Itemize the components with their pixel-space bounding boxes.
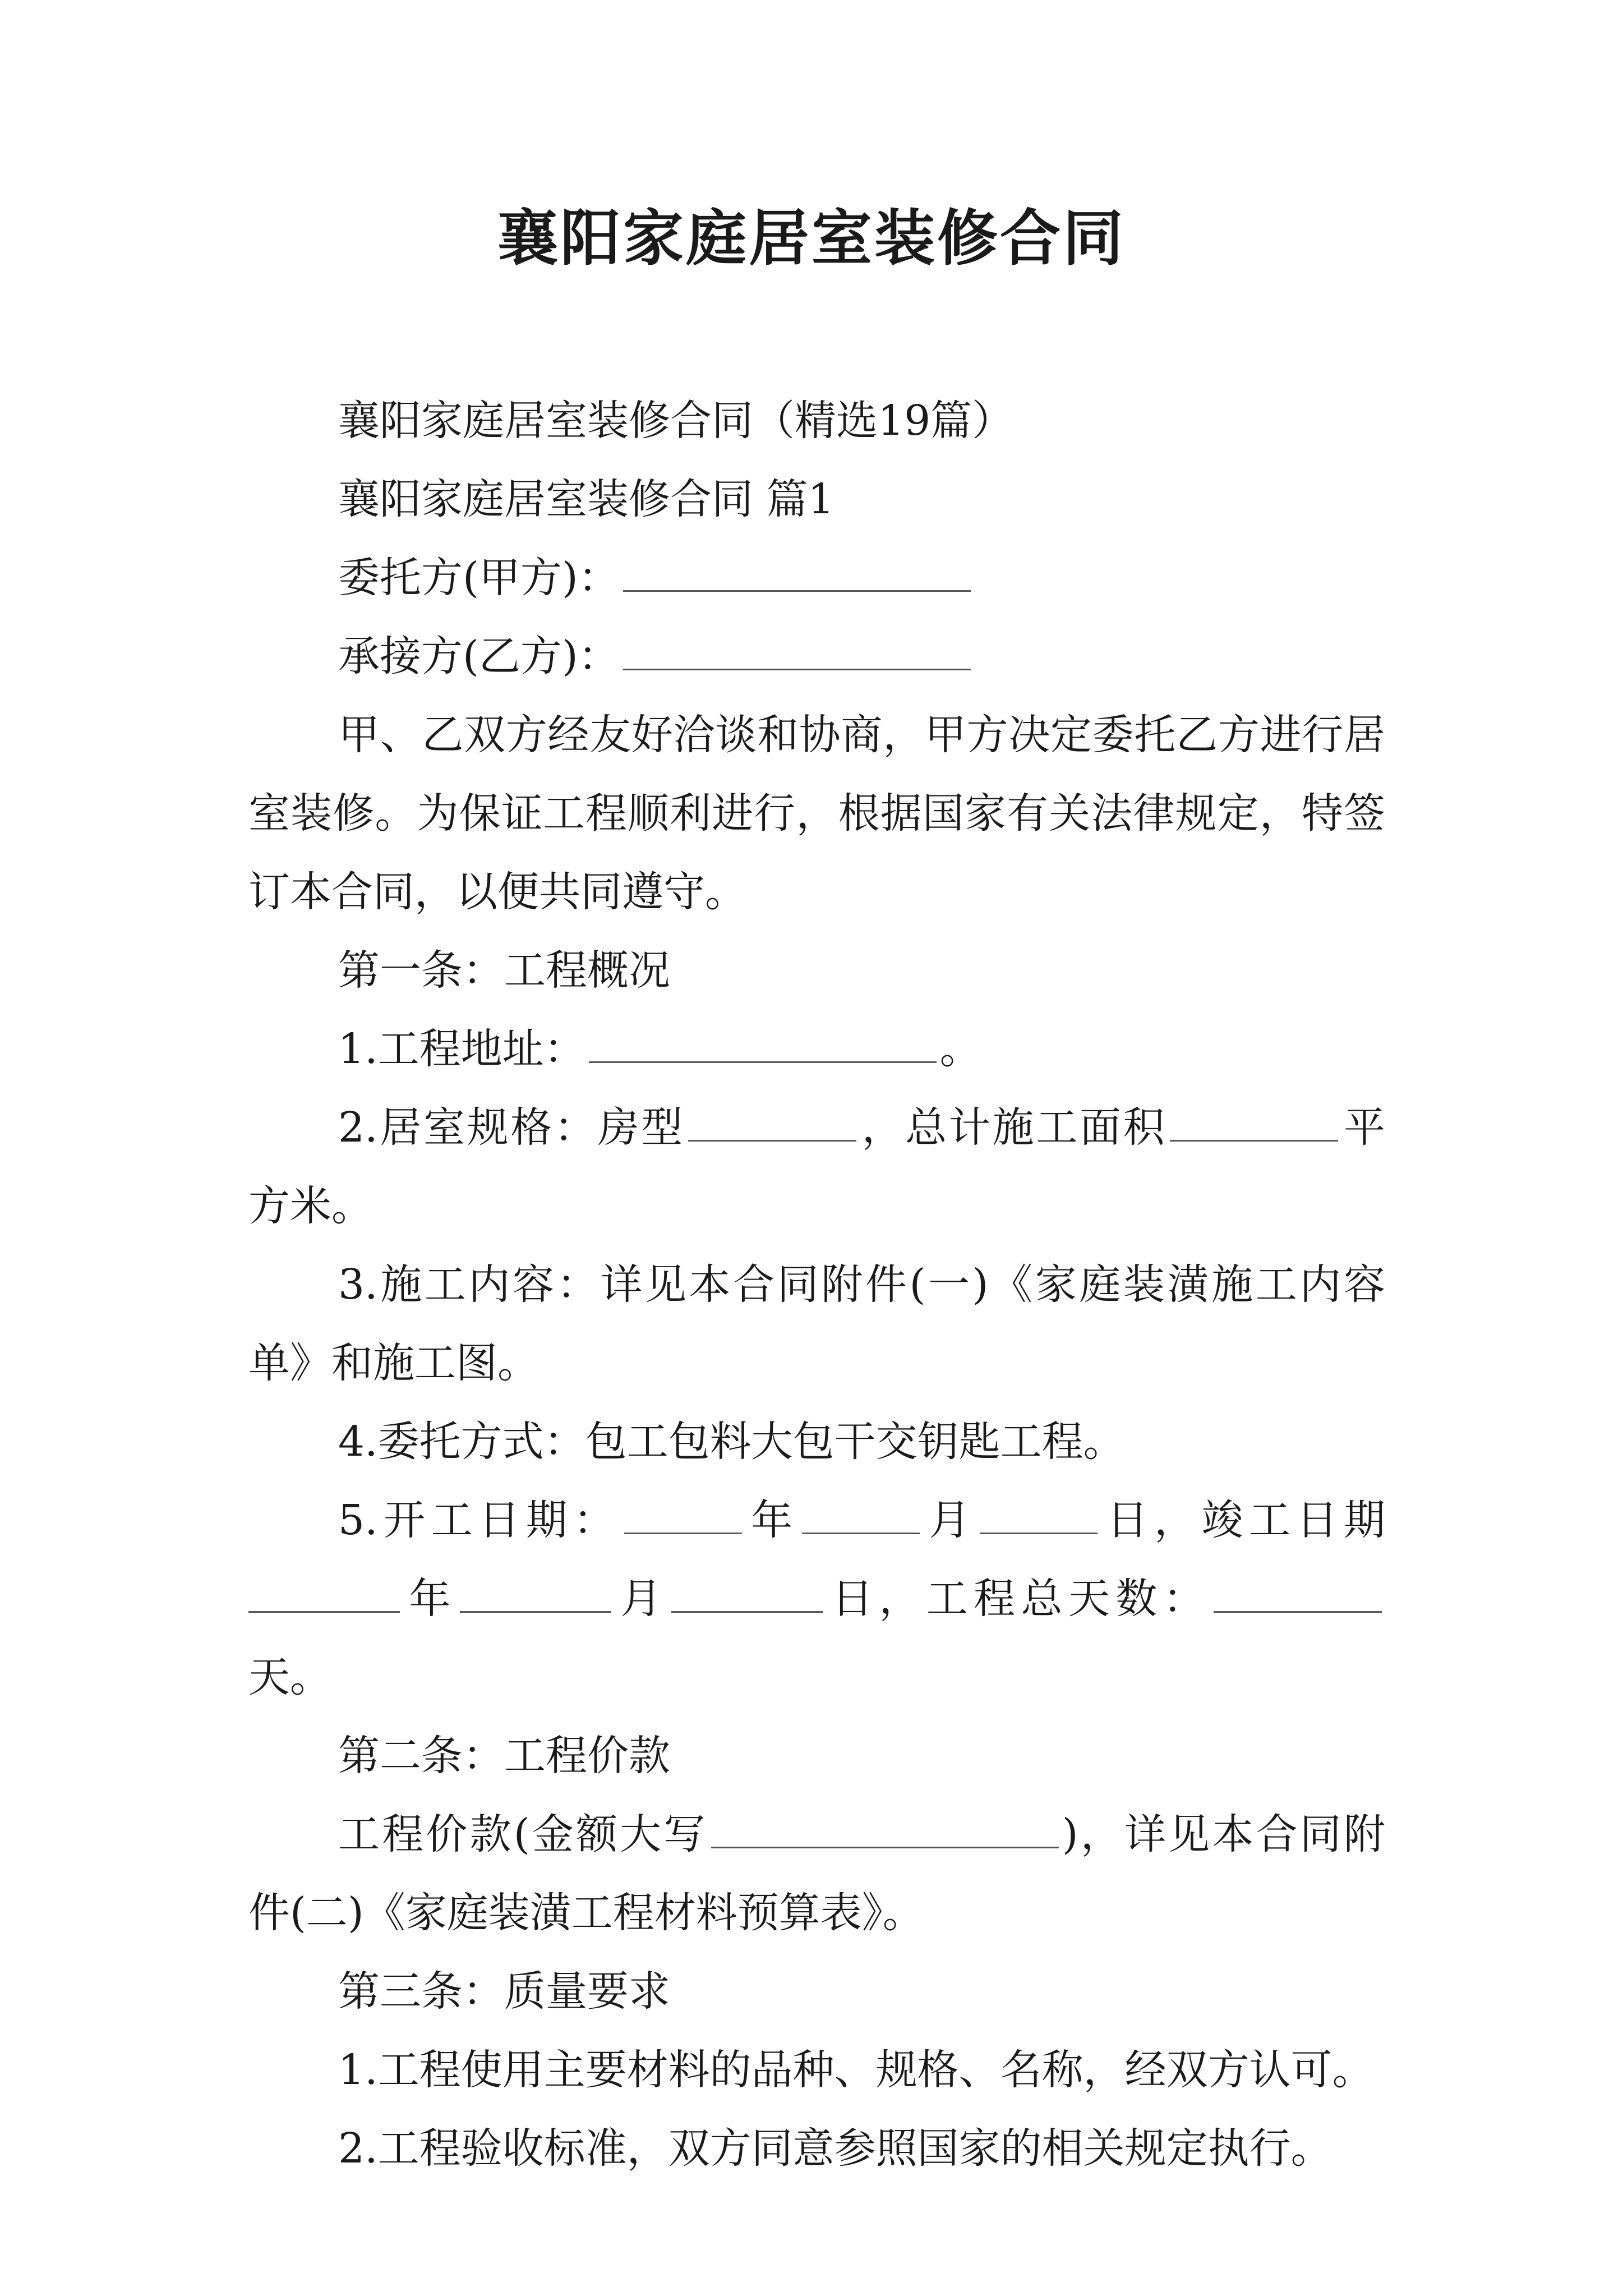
total-days-blank — [1214, 1570, 1382, 1613]
item3-content: 3.施工内容：详见本合同附件(一)《家庭装潢施工内容单》和施工图。 — [248, 1260, 1385, 1387]
item4-method: 4.委托方式：包工包料大包干交钥匙工程。 — [338, 1418, 1125, 1466]
end-day-blank — [671, 1570, 823, 1613]
article3-heading: 第三条：质量要求 — [338, 1967, 670, 2016]
start-day-label: 日 — [1100, 1496, 1154, 1544]
document-body — [248, 381, 1385, 2188]
item1-address — [248, 1010, 1385, 1088]
start-year-blank — [624, 1491, 742, 1534]
start-month-label: 月 — [923, 1496, 976, 1544]
item1-label: 1.工程地址： — [338, 1025, 585, 1073]
party-a-label: 委托方(甲方)： — [338, 554, 620, 602]
item5-day2: 日，工程总天数： — [826, 1575, 1211, 1623]
party-a-line — [248, 539, 1385, 617]
document-title: 襄阳家庭居室装修合同 — [497, 203, 1126, 274]
item1-end: 。 — [939, 1025, 981, 1073]
item5-dates — [248, 1481, 1385, 1559]
end-year-label: 年 — [403, 1575, 457, 1623]
area-blank — [1170, 1098, 1338, 1142]
section-heading: 襄阳家庭居室装修合同 篇1 — [338, 475, 834, 523]
address-blank — [589, 1020, 937, 1063]
item5-mid: ，竣工日期 — [1154, 1496, 1386, 1544]
item5-end: 天。 — [248, 1653, 331, 1701]
room-type-blank — [688, 1098, 856, 1142]
item2-label: 2.居室规格：房型 — [338, 1103, 685, 1152]
end-month-label: 月 — [614, 1575, 668, 1623]
party-b-label: 承接方(乙方)： — [338, 632, 620, 680]
item5-dates-cont — [248, 1559, 1385, 1717]
price-end: )，详见本合同附件(二)《家庭装潢工程材料预算表》。 — [248, 1810, 1385, 1937]
article1-heading: 第一条：工程概况 — [338, 946, 670, 995]
intro-paragraph: 甲、乙双方经友好洽谈和协商，甲方决定委托乙方进行居室装修。为保证工程顺利进行，根据国家有关法律规定，特签订本合同，以便共同遵守。 — [248, 711, 1385, 916]
start-month-blank — [802, 1491, 920, 1534]
end-year-blank — [248, 1570, 400, 1613]
price-start: 工程价款(金额大写 — [338, 1810, 708, 1858]
item2-mid: ，总计施工面积 — [859, 1103, 1167, 1152]
quality-item-2: 2.工程验收标准，双方同意参照国家的相关规定执行。 — [338, 2124, 1332, 2173]
item5-label: 5.开工日期： — [338, 1496, 621, 1544]
party-b-blank — [623, 627, 971, 670]
subtitle-line: 襄阳家庭居室装修合同（精选19篇） — [338, 397, 1014, 445]
item2-end: 平方米。 — [248, 1103, 1385, 1230]
item2-spec — [248, 1088, 1385, 1245]
party-b-line — [248, 617, 1385, 696]
end-month-blank — [460, 1570, 611, 1613]
price-blank — [711, 1805, 1059, 1848]
quality-item-1: 1.工程使用主要材料的品种、规格、名称，经双方认可。 — [338, 2046, 1374, 2094]
article2-heading: 第二条：工程价款 — [338, 1732, 670, 1780]
party-a-blank — [623, 549, 971, 592]
start-year-label: 年 — [745, 1496, 799, 1544]
price-paragraph — [248, 1795, 1385, 1952]
start-day-blank — [980, 1491, 1098, 1534]
